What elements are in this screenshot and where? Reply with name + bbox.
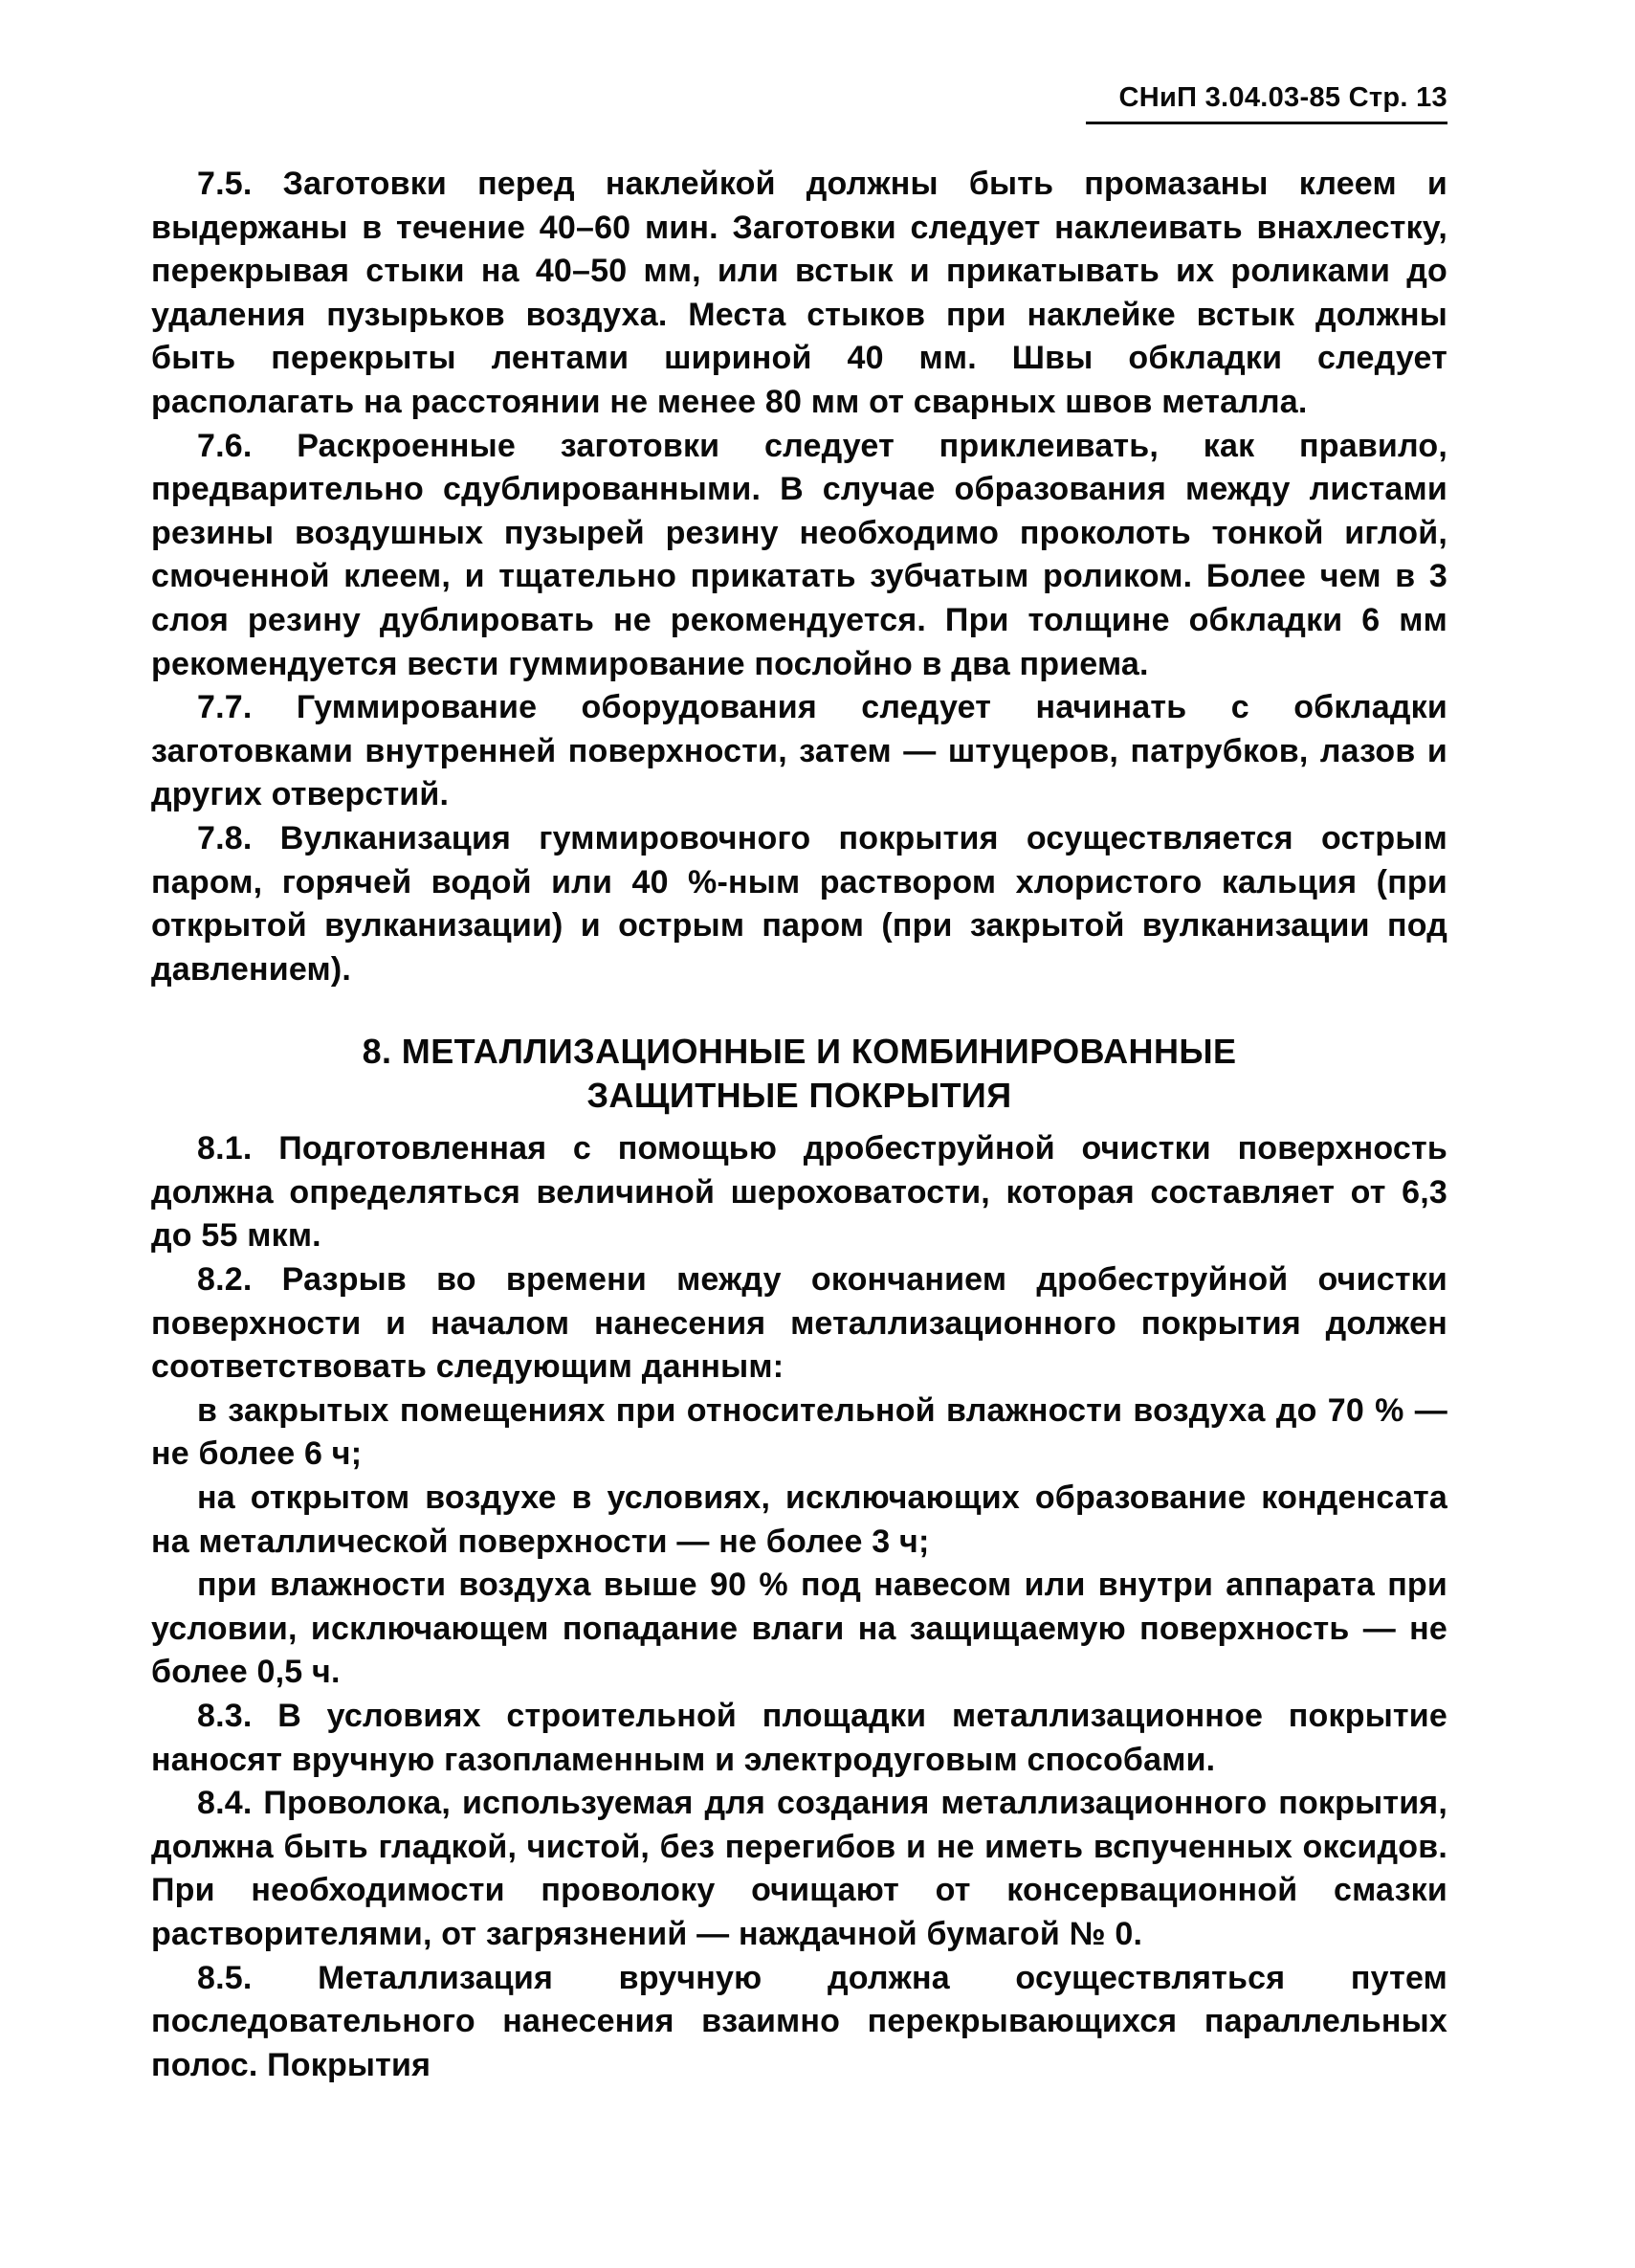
clause-text: Раскроенные заготовки следует приклеивать, как правило, предварительно сдублированными. В случае образования между листами резины воздушных пузырей резину необходимо проколоть тонкой иглой, смоченной клеем, и тщательно прикатать зубчатым роликом. Более чем в 3 слоя резину дублировать не рекомендуется. При толщине обкладки 6 мм рекомендуется вести гуммирование послойно в два приема. <box>151 427 1447 682</box>
paragraph-7-8 <box>151 817 1447 991</box>
paragraph-8-2-item-3: при влажности воздуха выше 90 % под навесом или внутри аппарата при условии, исключающем попадание влаги на защищаемую поверхность — не более 0,5 ч. <box>151 1567 1447 1691</box>
paragraph-8-3 <box>151 1695 1447 1782</box>
clause-number: 8.3. <box>197 1698 253 1734</box>
clause-text: Гуммирование оборудования следует начинать с обкладки заготовками внутренней поверхности, затем — штуцеров, патрубков, лазов и других отверстий. <box>151 689 1447 813</box>
paragraph-8-1 <box>151 1127 1447 1258</box>
clause-number: 8.2. <box>197 1261 253 1299</box>
clause-number: 8.5. <box>197 1959 253 1996</box>
clause-text: Проволока, используемая для создания металлизационного покрытия, должна быть гладкой, чистой, без перегибов и не иметь вспученных оксидов. При необходимости проволоку очищают от консервационной смазки растворителями, от загрязнений — наждачной бумагой № 0. <box>151 1785 1447 1952</box>
paragraph-8-4 <box>151 1782 1447 1956</box>
clause-text: Разрыв во времени между окончанием дробеструйной очистки поверхности и началом нанесения металлизационного покрытия должен соответствовать следующим данным: <box>151 1261 1447 1386</box>
clause-number: 8.1. <box>197 1130 253 1167</box>
page-header: СНиП 3.04.03-85 Стр. 13 <box>1086 82 1447 124</box>
clause-text: Подготовленная с помощью дробеструйной очистки поверхность должна определяться величиной шероховатости, которая составляет от 6,3 до 55 мкм. <box>151 1130 1447 1255</box>
paragraph-8-5 <box>151 1957 1447 2088</box>
clause-text: Вулканизация гуммировочного покрытия осуществляется острым паром, горячей водой или 40 %-ным раствором хлористого кальция (при открытой вулканизации) и острым паром (при закрытой вулканизации под давлением). <box>151 819 1447 988</box>
section-8-title-line-1: 8. МЕТАЛЛИЗАЦИОННЫЕ И КОМБИНИРОВАННЫЕ <box>362 1032 1237 1072</box>
clause-text: В условиях строительной площадки металлизационное покрытие наносят вручную газопламенным и электродуговым способами. <box>151 1698 1447 1778</box>
section-8-title-line-2: ЗАЩИТНЫЕ ПОКРЫТИЯ <box>586 1076 1012 1116</box>
clause-text: Заготовки перед наклейкой должны быть промазаны клеем и выдержаны в течение 40–60 мин. Заготовки следует наклеивать внахлестку, перекрывая стыки на 40–50 мм, или встык и прикатывать их роликами до удаления пузырьков воздуха. Места стыков при наклейке встык должны быть перекрыты лентами шириной 40 мм. Швы обкладки следует располагать на расстоянии не менее 80 мм от сварных швов металла. <box>151 166 1447 420</box>
clause-number: 7.8. <box>197 819 253 856</box>
clause-text: Металлизация вручную должна осуществляться путем последовательного нанесения взаимно перекрывающихся параллельных полос. Покрытия <box>151 1959 1448 2083</box>
clause-number: 7.5. <box>197 166 253 202</box>
paragraph-8-2-item-2: на открытом воздухе в условиях, исключающих образование конденсата на металлической поверхности — не более 3 ч; <box>151 1479 1447 1560</box>
clause-number: 8.4. <box>197 1785 253 1822</box>
page-content <box>151 163 1447 2087</box>
paragraph-8-2 <box>151 1258 1447 1390</box>
clause-number: 7.6. <box>197 427 253 464</box>
paragraph-7-7 <box>151 686 1447 817</box>
paragraph-7-6 <box>151 425 1447 687</box>
section-8-title <box>151 1030 1447 1118</box>
clause-number: 7.7. <box>197 689 253 726</box>
paragraph-8-2-item-1: в закрытых помещениях при относительной влажности воздуха до 70 % — не более 6 ч; <box>151 1391 1447 1473</box>
paragraph-7-5 <box>151 163 1447 425</box>
